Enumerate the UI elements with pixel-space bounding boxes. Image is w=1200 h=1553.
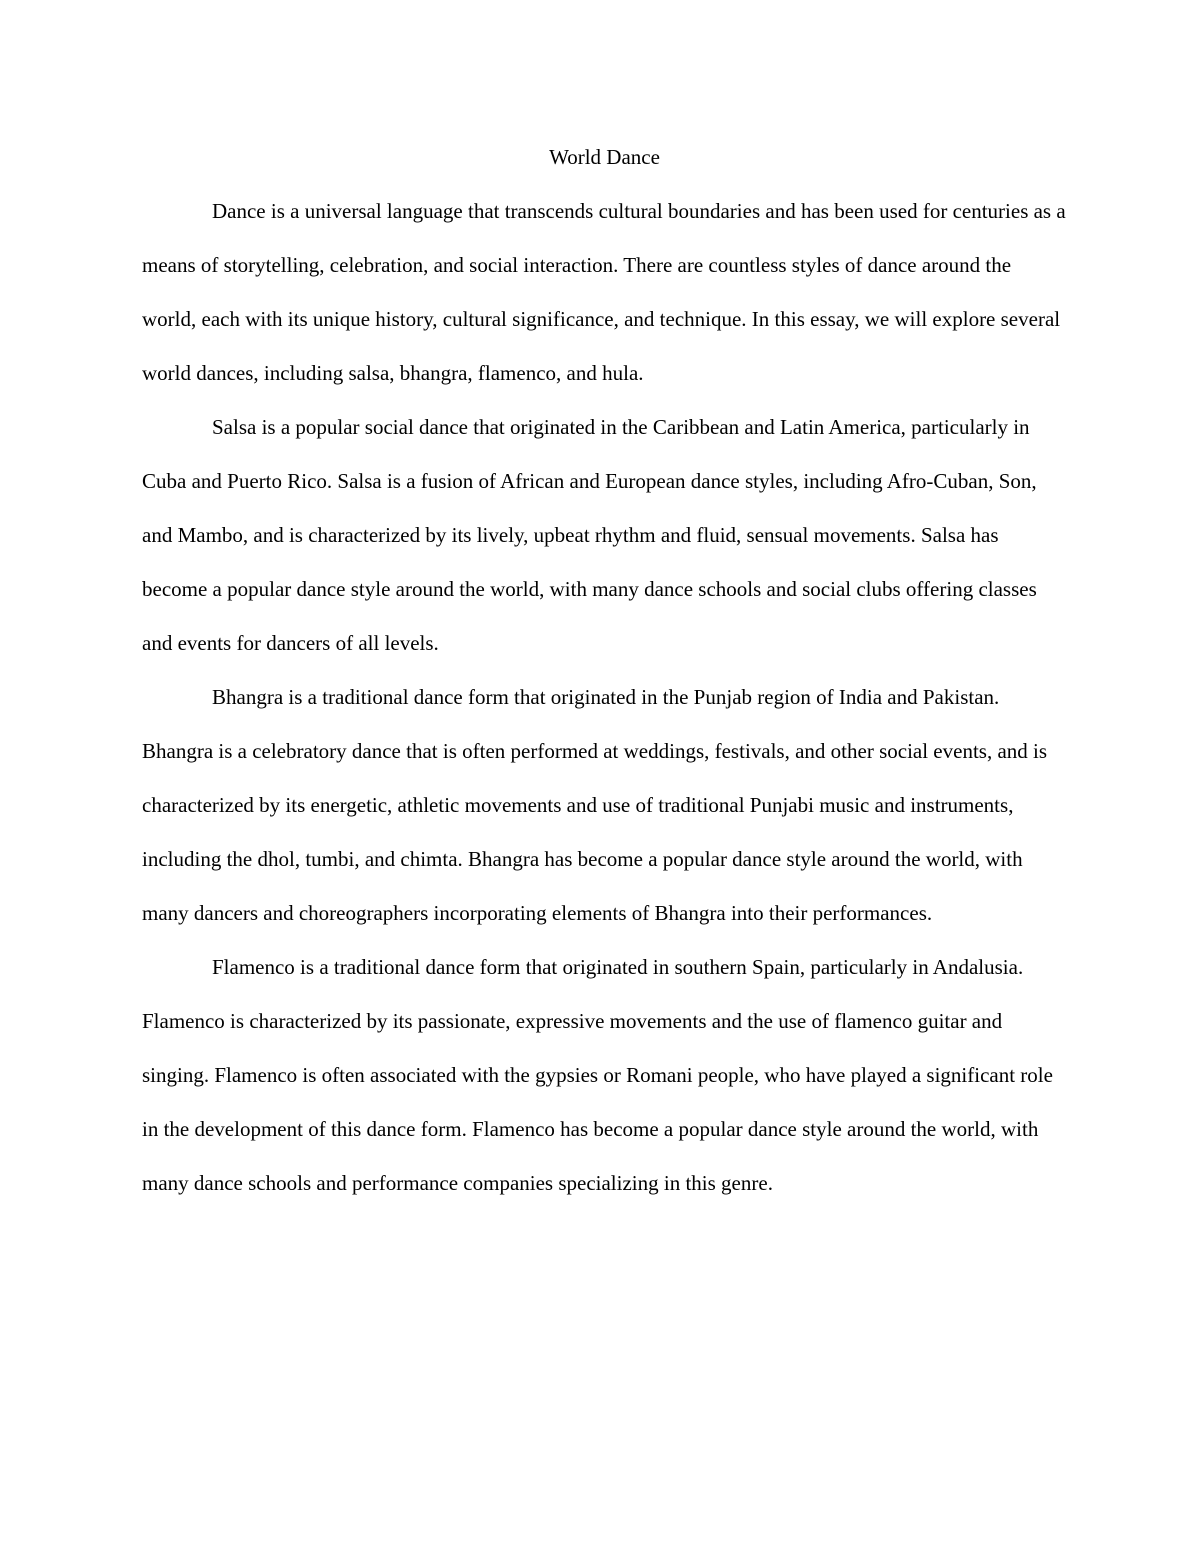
document-body (142, 130, 1067, 1210)
paragraph-intro: Dance is a universal language that transcends cultural boundaries and has been used for centuries as a means of storytelling, celebration, and social interaction. There are countless styles of dance around the world, each with its unique history, cultural significance, and technique. In this essay, we will explore several world dances, including salsa, bhangra, flamenco, and hula. (142, 199, 1066, 385)
document-title: World Dance (549, 145, 660, 169)
paragraph-flamenco: Flamenco is a traditional dance form that originated in southern Spain, particularly in Andalusia. Flamenco is characterized by its passionate, expressive movements and the use of flamenco guitar and singing. Flamenco is often associated with the gypsies or Romani people, who have played a significant role in the development of this dance form. Flamenco has become a popular dance style around the world, with many dance schools and performance companies specializing in this genre. (142, 955, 1053, 1195)
paragraph-salsa: Salsa is a popular social dance that originated in the Caribbean and Latin America, particularly in Cuba and Puerto Rico. Salsa is a fusion of African and European dance styles, including Afro-Cuban, Son, and Mambo, and is characterized by its lively, upbeat rhythm and fluid, sensual movements. Salsa has become a popular dance style around the world, with many dance schools and social clubs offering classes and events for dancers of all levels. (142, 415, 1037, 655)
paragraph-bhangra: Bhangra is a traditional dance form that originated in the Punjab region of India and Pakistan. Bhangra is a celebratory dance that is often performed at weddings, festivals, and other social events, and is characterized by its energetic, athletic movements and use of traditional Punjabi music and instruments, including the dhol, tumbi, and chimta. Bhangra has become a popular dance style around the world, with many dancers and choreographers incorporating elements of Bhangra into their performances. (142, 685, 1048, 925)
